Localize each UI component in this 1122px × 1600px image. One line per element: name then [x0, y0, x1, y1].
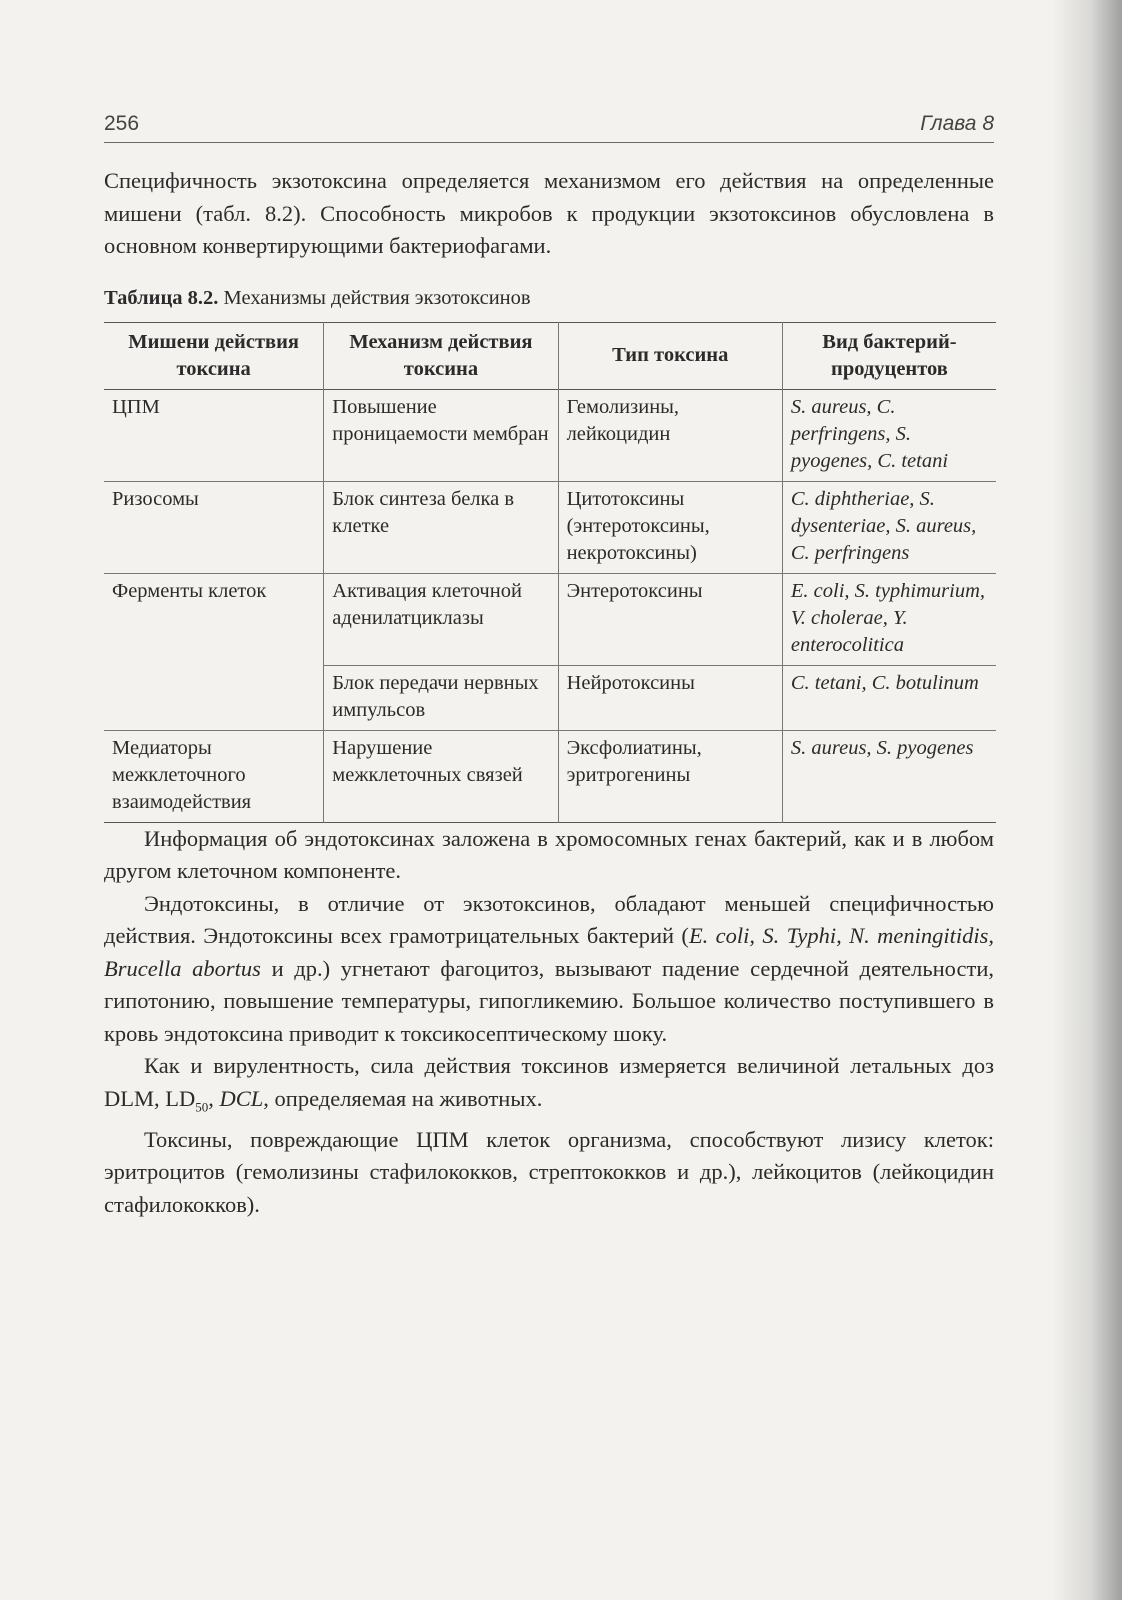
cell-mechanism: Блок синтеза белка в клетке: [324, 481, 558, 573]
table-row: [104, 481, 996, 573]
running-head: [104, 112, 994, 143]
table-caption: [104, 287, 994, 310]
paragraph-endotoxin-specificity: [104, 888, 994, 1051]
cell-producers: E. coli, S. typhimurium, V. cholerae, Y. enterocolitica: [782, 573, 996, 665]
page-edge-shadow: [1052, 0, 1122, 1600]
text-run: и др.) угнетают фагоцитоз, вызывают падение сердечной деятельности, гипотонию, повышение температуры, гипогликемию. Большое количество поступившего в кровь эндотоксина приводит к токсикосептическому шоку.: [104, 955, 994, 1046]
species-list-italic: E. coli, S. Typhi, N. meningitidis, Brucella abortus: [104, 923, 994, 981]
table-header-row: [104, 322, 996, 389]
cell-type: Гемолизины, лейкоцидин: [558, 389, 782, 481]
table-row: [104, 665, 996, 730]
cell-producers: C. diphtheriae, S. dysenteriae, S. aureus, C. perfringens: [782, 481, 996, 573]
header-cell-type: Тип токсина: [558, 322, 782, 389]
cell-type: Цитотоксины (энтеротоксины, некротоксины): [558, 481, 782, 573]
cell-target: Ферменты клеток: [112, 579, 267, 602]
subscript-50: 50: [195, 1099, 209, 1114]
cell-mechanism: Блок передачи нервных импульсов: [324, 665, 558, 730]
cell-target: Ризосомы: [112, 487, 199, 510]
cell-target: Медиаторы межклеточного взаимодействия: [112, 736, 252, 813]
header-cell-producers: Вид бактерий-продуцентов: [782, 322, 996, 389]
table-caption-label: Таблица 8.2.: [104, 286, 219, 309]
paragraph-cpm-toxins: Токсины, повреждающие ЦПМ клеток организма, способствуют лизису клеток: эритроцитов (гемолизины стафилококков, стрептококков и др.), лейкоцитов (лейкоцидин стафилококков).: [104, 1126, 994, 1217]
book-page: [104, 112, 994, 1221]
cell-type: Энтеротоксины: [558, 573, 782, 665]
cell-mechanism: Активация клеточной аденилатциклазы: [324, 573, 558, 665]
cell-mechanism: Нарушение межклеточных связей: [324, 730, 558, 822]
text-run: ,: [208, 1085, 220, 1111]
table-caption-text: Механизмы действия экзотоксинов: [223, 286, 531, 309]
table-row: [104, 573, 996, 665]
paragraph-virulence: [104, 1050, 994, 1124]
cell-target: ЦПМ: [112, 395, 160, 418]
cell-target: [104, 665, 324, 730]
paragraph-endotoxin-info: Информация об эндотоксинах заложена в хромосомных генах бактерий, как и в любом другом клеточном компоненте.: [104, 825, 994, 883]
header-cell-target: Мишени действия токсина: [128, 330, 300, 380]
text-run: Эндотоксины, в отличие от экзотоксинов, обладают меньшей специфичностью действия. Эндотоксины всех грамотрицательных бактерий (: [104, 890, 994, 948]
intro-paragraph: Специфичность экзотоксина определяется механизмом его действия на определенные мишени (табл. 8.2). Способность микробов к продукции экзотоксинов обусловлена в основном конвертирующими бактериофагами.: [104, 168, 994, 258]
cell-type: Эксфолиатины, эритрогенины: [558, 730, 782, 822]
text-run: Как и вирулентность, сила действия токсинов измеряется величиной летальных доз DLM, LD: [104, 1053, 994, 1111]
exotoxin-mechanisms-table: [104, 322, 996, 823]
chapter-title: Глава 8: [920, 112, 994, 135]
header-cell-mechanism: Механизм действия токсина: [324, 322, 558, 389]
cell-type: Нейротоксины: [558, 665, 782, 730]
dcl-italic: DCL: [219, 1085, 264, 1111]
table-row: [104, 389, 996, 481]
text-run: , определяемая на животных.: [263, 1085, 543, 1111]
cell-producers: S. aureus, C. perfringens, S. pyogenes, C. tetani: [782, 389, 996, 481]
table-row: [104, 730, 996, 822]
cell-producers: S. aureus, S. pyogenes: [782, 730, 996, 822]
cell-producers: C. tetani, C. botulinum: [782, 665, 996, 730]
cell-mechanism: Повышение проницаемости мембран: [324, 389, 558, 481]
page-number: 256: [104, 112, 140, 135]
